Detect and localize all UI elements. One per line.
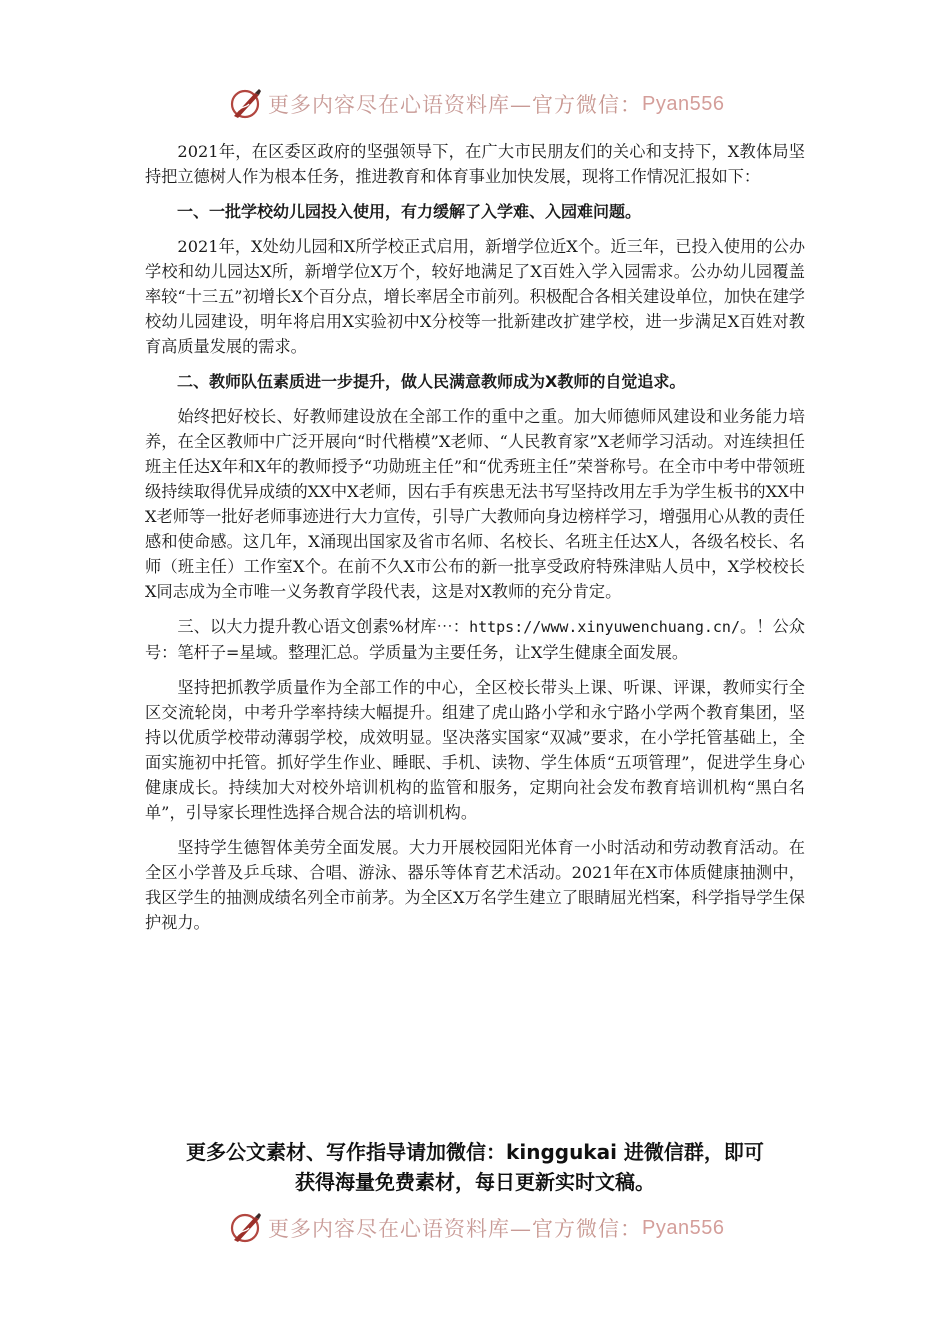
section3-paragraph-2: 坚持学生德智体美劳全面发展。大力开展校园阳光体育一小时活动和劳动教育活动。在全区小学普及乒乓球、合唱、游泳、器乐等体育艺术活动。2021年在X市体质健康抽测中，我区学生的抽测成绩名列全市前茅。为全区X万名学生建立了眼睛屈光档案，科学指导学生保护视力。 <box>145 838 805 932</box>
footer-banner <box>228 1208 724 1248</box>
section2-paragraph: 始终把好校长、好教师建设放在全部工作的重中之重。加大师德师风建设和业务能力培养，在全区教师中广泛开展向“时代楷模”X老师、“人民教育家”X老师学习活动。对连续担任班主任达X年和X年的教师授予“功勋班主任”和“优秀班主任”荣誉称号。在全市中考中带领班级持续取得优异成绩的XX中X老师，因右手有疾患无法书写坚持改用左手为学生板书的XX中X老师等一批好老师事迹进行大力宣传，引导广大教师向身边榜样学习，增强用心从教的责任感和使命感。这几年，X涌现出国家及省市名师、名校长、名班主任达X人，各级名校长、名师（班主任）工作室X个。在前不久X市公布的新一批享受政府特殊津贴人员中，X学校校长X同志成为全市唯一义务教育学段代表，这是对X教师的充分肯定。 <box>145 407 805 601</box>
section3-url: https://www.xinyuwenchuang.cn/ <box>469 618 740 636</box>
header-banner <box>228 84 724 124</box>
section-heading-3 <box>145 614 805 665</box>
section-heading-1: 一、一批学校幼儿园投入使用，有力缓解了入学难、入园难问题。 <box>177 202 642 221</box>
banner-text: 更多内容尽在心语资料库— <box>268 1217 532 1241</box>
intro-paragraph: 2021年，在区委区政府的坚强领导下，在广大市民朋友们的关心和支持下，X教体局坚持把立德树人作为根本任务，推进教育和体育事业加快发展，现将工作情况汇报如下： <box>145 142 805 186</box>
section3-paragraph-1: 坚持把抓教学质量作为全部工作的中心，全区校长带头上课、听课、评课，教师实行全区交流轮岗，中考升学率持续大幅提升。组建了虎山路小学和永宁路小学两个教育集团，坚持以优质学校带动薄弱学校，成效明显。坚决落实国家“双减”要求，在小学托管基础上，全面实施初中托管。抓好学生作业、睡眠、手机、读物、学生体质“五项管理”，促进学生身心健康成长。持续加大对校外培训机构的监管和服务，定期向社会发布教育培训机构“黑白名单”，引导家长理性选择合规合法的培训机构。 <box>145 678 805 822</box>
pen-logo-icon <box>228 1210 264 1246</box>
section3-text-b: 。！公众号：笔杆子=星域。整理汇总。学质量为主要任务，让X学生健康全面发展。 <box>145 617 805 662</box>
section3-text-a: 三、以大力提升教心语文创素%材库⋯： <box>177 617 470 636</box>
pen-logo-icon <box>228 86 264 122</box>
banner-wechat-id: Pyan556 <box>642 1216 725 1239</box>
banner-label: 官方微信： <box>532 93 642 117</box>
footer-line-1: 更多公文素材、写作指导请加微信：kinggukai 进微信群，即可 <box>186 1140 764 1164</box>
footer-line-2: 获得海量免费素材，每日更新实时文稿。 <box>295 1170 655 1194</box>
banner-text: 更多内容尽在心语资料库— <box>268 93 532 117</box>
section1-paragraph: 2021年，X处幼儿园和X所学校正式启用，新增学位近X个。近三年，已投入使用的公办学校和幼儿园达X所，新增学位X万个，较好地满足了X百姓入学入园需求。公办幼儿园覆盖率较“十三五”初增长X个百分点，增长率居全市前列。积极配合各相关建设单位，加快在建学校幼儿园建设，明年将启用X实验初中X分校等一批新建改扩建学校，进一步满足X百姓对教育高质量发展的需求。 <box>145 237 806 356</box>
banner-label: 官方微信： <box>532 1217 642 1241</box>
banner-wechat-id: Pyan556 <box>642 92 725 115</box>
section-heading-2: 二、教师队伍素质进一步提升，做人民满意教师成为X教师的自觉追求。 <box>177 372 686 391</box>
article-body <box>145 139 805 945</box>
footer-note <box>140 1137 810 1197</box>
